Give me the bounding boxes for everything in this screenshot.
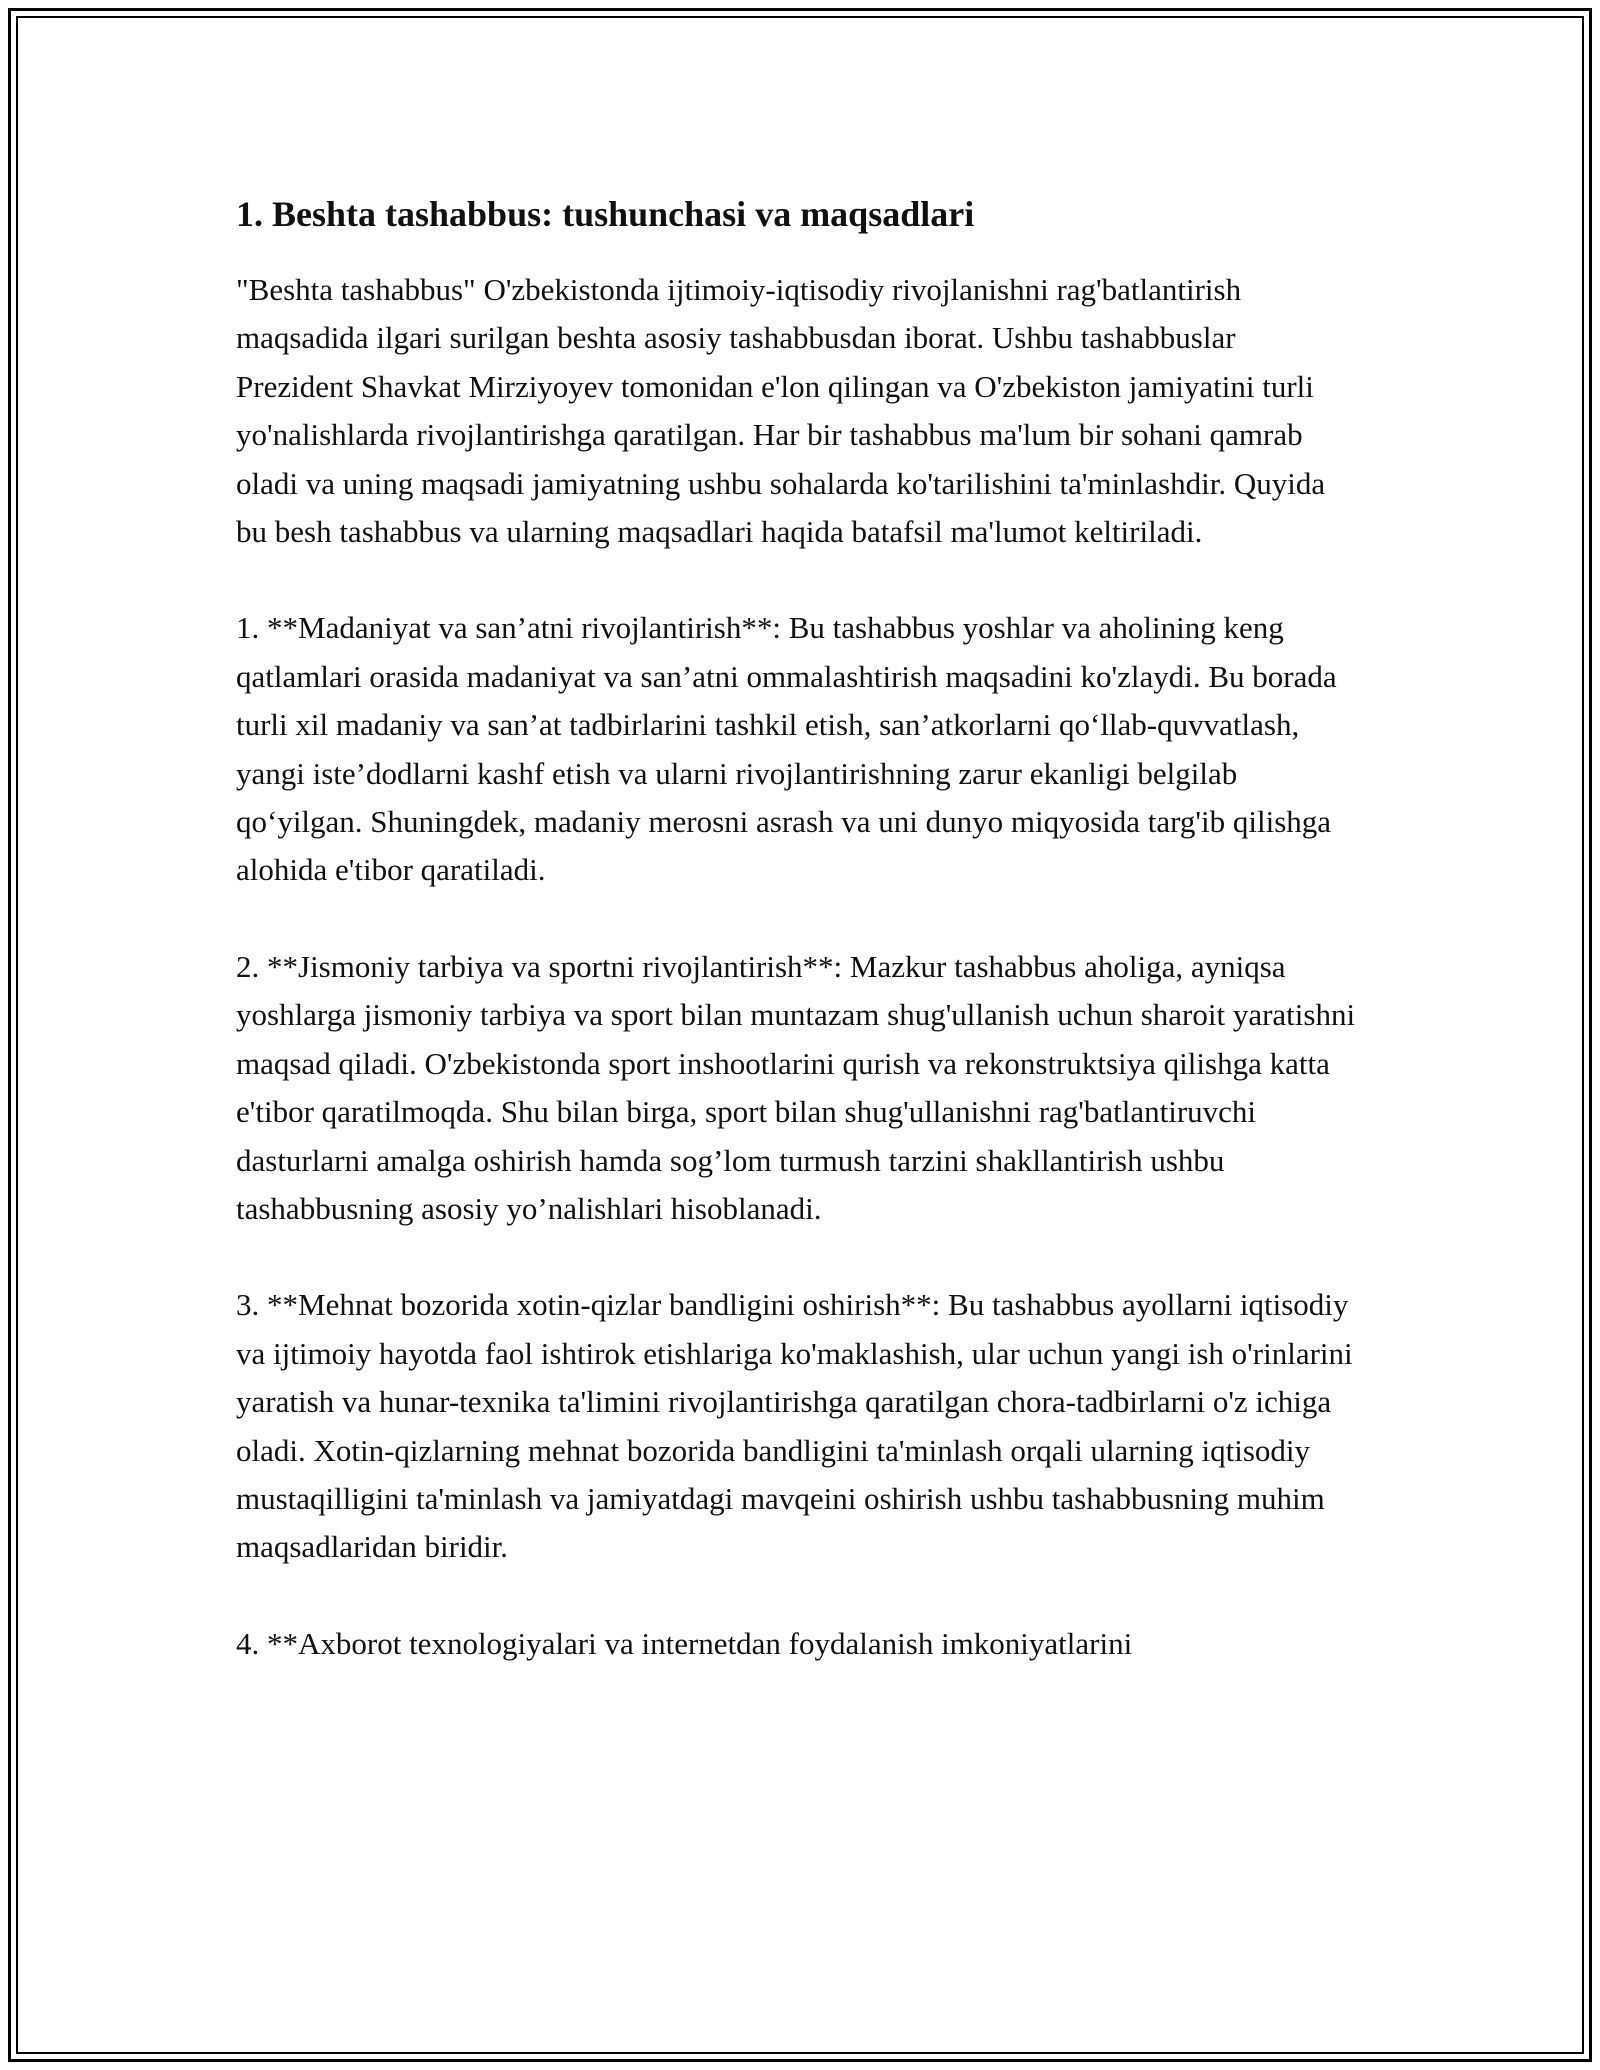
document-body — [236, 188, 1360, 1668]
paragraph-initiative-4: 4. **Axborot texnologiyalari va internetdan foydalanish imkoniyatlarini — [236, 1625, 1133, 1661]
paragraph-initiative-2: 2. **Jismoniy tarbiya va sportni rivojlantirish**: Mazkur tashabbus aholiga, ayniqsa yoshlarga jismoniy tarbiya va sport bilan muntazam shug'ullanish uchun sharoit yaratishni maqsad qiladi. O'zbekistonda sport inshootlarini qurish va rekonstruktsiya qilishga katta e'tibor qaratilmoqda. Shu bilan birga, sport bilan shug'ullanishni rag'batlantiruvchi dasturlarni amalga oshirish hamda sog’lom turmush tarzini shakllantirish ushbu tashabbusning asosiy yo’nalishlari hisoblanadi. — [236, 948, 1356, 1226]
section-heading: 1. Beshta tashabbus: tushunchasi va maqsadlari — [236, 194, 975, 234]
paragraph-initiative-3: 3. **Mehnat bozorida xotin-qizlar bandligini oshirish**: Bu tashabbus ayollarni iqtisodiy va ijtimoiy hayotda faol ishtirok etishlariga ko'maklashish, ular uchun yangi ish o'rinlarini yaratish va hunar-texnika ta'limini rivojlantirishga qaratilgan chora-tadbirlarni o'z ichiga oladi. Xotin-qizlarning mehnat bozorida bandligini ta'minlash orqali ularning iqtisodiy mustaqilligini ta'minlash va jamiyatdagi mavqeini oshirish ushbu tashabbusning muhim maqsadlaridan biridir. — [236, 1287, 1353, 1565]
paragraph-initiative-1: 1. **Madaniyat va san’atni rivojlantirish**: Bu tashabbus yoshlar va aholining keng qatlamlari orasida madaniyat va san’atni ommalashtirish maqsadini ko'zlaydi. Bu borada turli xil madaniy va san’at tadbirlarini tashkil etish, san’atkorlarni qo‘llab-quvvatlash, yangi iste’dodlarni kashf etish va ularni rivojlantirishning zarur ekanligi belgilab qo‘yilgan. Shuningdek, madaniy merosni asrash va uni dunyo miqyosida targ'ib qilishga alohida e'tibor qaratiladi. — [236, 610, 1337, 888]
intro-paragraph: "Beshta tashabbus" O'zbekistonda ijtimoiy-iqtisodiy rivojlanishni rag'batlantirish maqsadida ilgari surilgan beshta asosiy tashabbusdan iborat. Ushbu tashabbuslar Prezident Shavkat Mirziyoyev tomonidan e'lon qilingan va O'zbekiston jamiyatini turli yo'nalishlarda rivojlantirishga qaratilgan. Har bir tashabbus ma'lum bir sohani qamrab oladi va uning maqsadi jamiyatning ushbu sohalarda ko'tarilishini ta'minlashdir. Quyida bu besh tashabbus va ularning maqsadlari haqida batafsil ma'lumot keltiriladi. — [236, 272, 1326, 550]
